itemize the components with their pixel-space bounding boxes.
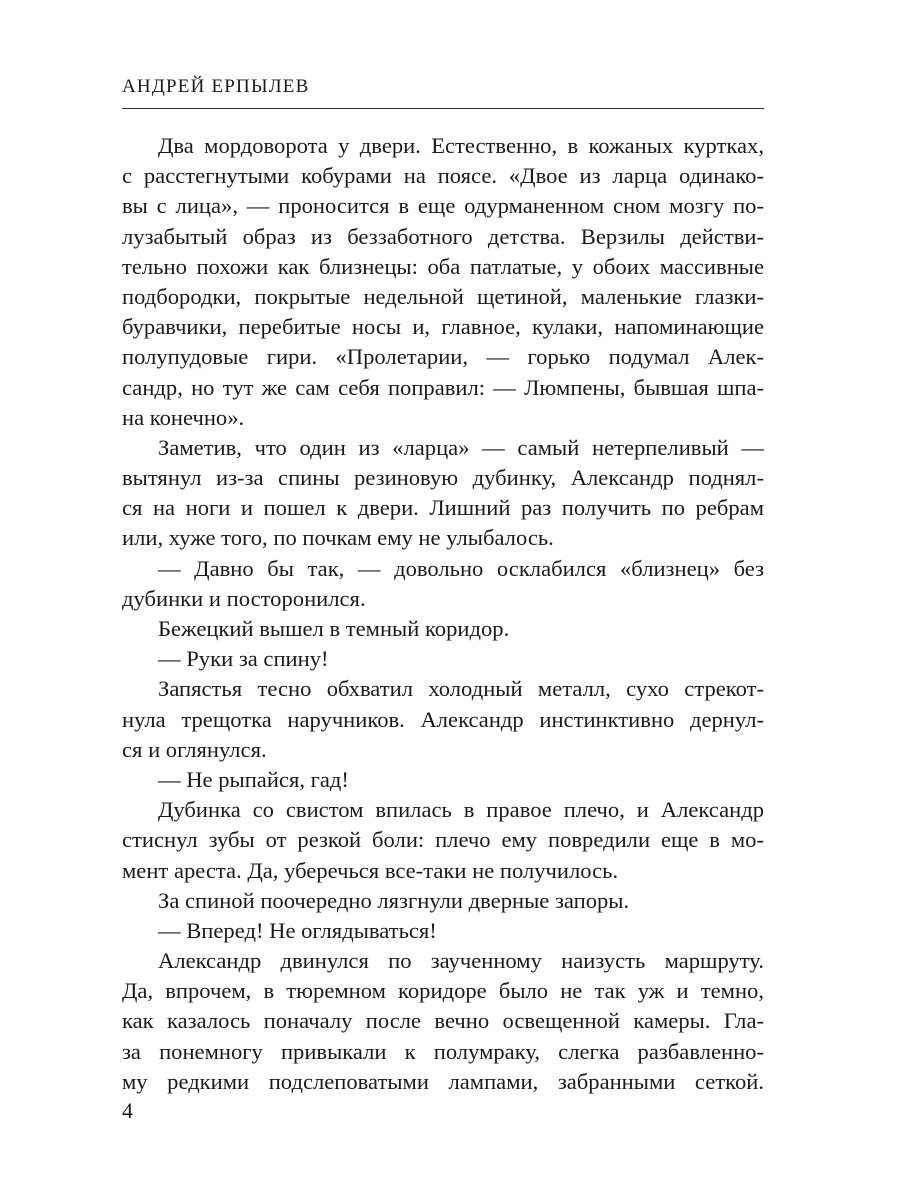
- text-line: За спиной поочередно лязгнули дверные запоры.: [158, 887, 630, 913]
- text-line: Заметив, что один из «ларца» — самый нетерпеливый —: [158, 434, 764, 460]
- paragraph: [122, 131, 764, 433]
- paragraph: [122, 614, 764, 644]
- text-line: — Давно бы так, — довольно осклабился «близнец» без: [158, 555, 764, 581]
- text-line: ся на ноги и пошел к двери. Лишний раз получить по ребрам: [122, 495, 764, 521]
- text-line: — Руки за спину!: [158, 646, 329, 672]
- text-line: — Вперед! Не оглядываться!: [158, 917, 437, 943]
- text-line: Два мордоворота у двери. Естественно, в кожаных куртках,: [158, 133, 764, 158]
- text-line: как казалось поначалу после вечно освещенной камеры. Гла-: [122, 1008, 764, 1034]
- text-line: Бежецкий вышел в темный коридор.: [158, 616, 510, 641]
- paragraph: [122, 433, 764, 554]
- text-line: Да, впрочем, в тюремном коридоре было не так уж и темно,: [122, 978, 764, 1004]
- text-line: Запястья тесно обхватил холодный металл, сухо стрекот-: [158, 676, 764, 702]
- text-line: нула трещотка наручников. Александр инстинктивно дернул-: [122, 706, 764, 732]
- paragraph: [122, 674, 764, 765]
- paragraph: [122, 916, 764, 946]
- text-line: вытянул из-за спины резиновую дубинку, Александр поднял-: [122, 465, 764, 491]
- text-line: подбородки, покрытые недельной щетиной, маленькие глазки-: [122, 283, 764, 309]
- paragraph: [122, 765, 764, 795]
- text-line: — Не рыпайся, гад!: [158, 766, 349, 792]
- text-line: полупудовые гири. «Пролетарии, — горько подумал Алек-: [122, 344, 764, 370]
- text-line: ся и оглянулся.: [122, 736, 267, 762]
- text-line: му редкими подслеповатыми лампами, забранными сеткой.: [122, 1068, 764, 1094]
- running-head: АНДРЕЙ ЕРПЫЛЕВ: [122, 76, 310, 97]
- paragraph: [122, 554, 764, 614]
- text-line: сандр, но тут же сам себя поправил: — Люмпены, бывшая шпа-: [122, 374, 764, 400]
- text-line: с расстегнутыми кобурами на поясе. «Двое из ларца одинако-: [122, 163, 764, 189]
- paragraph: [122, 795, 764, 886]
- text-line: мент ареста. Да, уберечься все-таки не получилось.: [122, 857, 619, 883]
- text-line: тельно похожи как близнецы: оба патлатые, у обоих массивные: [122, 253, 764, 279]
- text-line: Александр двинулся по заученному наизусть маршруту.: [158, 948, 764, 974]
- text-line: лузабытый образ из беззаботного детства. Верзилы действи-: [122, 223, 764, 249]
- paragraph: [122, 946, 764, 1097]
- paragraph: [122, 886, 764, 916]
- body-text: [122, 131, 764, 1097]
- header-rule: [122, 108, 764, 109]
- text-line: на конечно».: [122, 404, 245, 430]
- text-line: стиснул зубы от резкой боли: плечо ему повредили еще в мо-: [122, 827, 764, 853]
- text-line: вы с лица», — проносится в еще одурманенном сном мозгу по-: [122, 193, 764, 219]
- text-line: или, хуже того, по почкам ему не улыбалось.: [122, 525, 554, 551]
- text-line: дубинки и посторонился.: [122, 585, 366, 611]
- paragraph: [122, 644, 764, 674]
- page-number: 4: [122, 1098, 133, 1123]
- text-line: Дубинка со свистом впилась в правое плечо, и Александр: [158, 797, 764, 823]
- text-line: за понемногу привыкали к полумраку, слегка разбавленно-: [122, 1038, 764, 1064]
- text-line: буравчики, перебитые носы и, главное, кулаки, напоминающие: [122, 314, 764, 340]
